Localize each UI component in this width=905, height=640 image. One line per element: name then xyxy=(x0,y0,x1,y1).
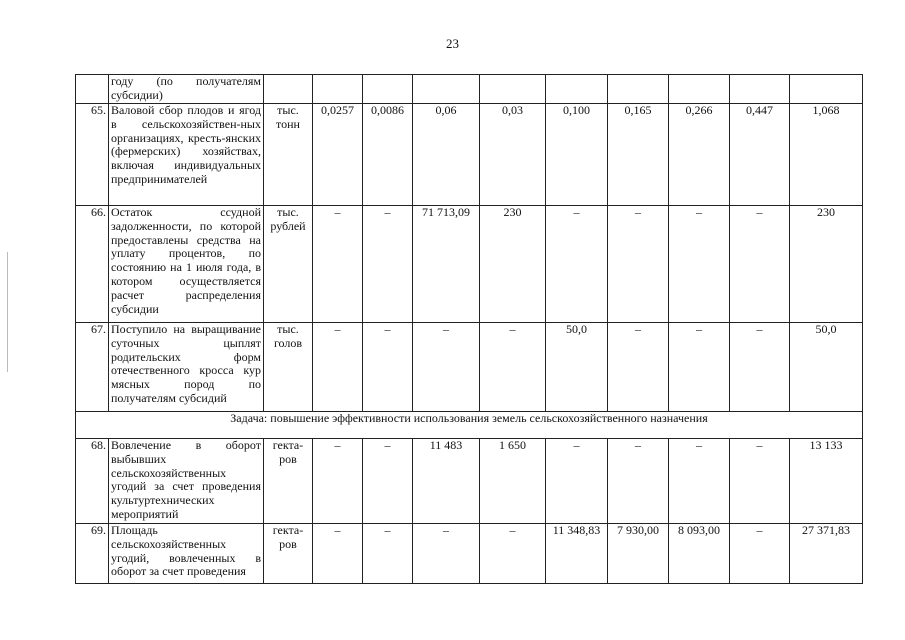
indicator-description: Площадь сельскохозяйственных угодий, вовлеченных в оборот за счет проведения xyxy=(109,524,264,584)
value-cell: 230 xyxy=(790,206,863,323)
table-row xyxy=(76,439,863,524)
value-cell: 0,165 xyxy=(608,104,669,206)
row-number: 68. xyxy=(76,439,109,524)
table-row xyxy=(76,75,863,104)
value-cell: – xyxy=(730,439,790,524)
value-cell xyxy=(313,75,363,104)
value-cell: – xyxy=(608,206,669,323)
value-cell: 13 133 xyxy=(790,439,863,524)
page-number: 23 xyxy=(446,36,459,51)
value-cell: 0,0257 xyxy=(313,104,363,206)
value-cell: – xyxy=(546,439,608,524)
indicator-description: Вовлечение в оборот выбывших сельскохозяйственных угодий за счет проведения культуртехнических мероприятий xyxy=(109,439,264,524)
indicator-description: Поступило на выращивание суточных цыплят родительских форм отечественного кросса кур мясных пород по получателям субсидий xyxy=(109,323,264,412)
value-cell: 230 xyxy=(480,206,546,323)
value-cell: 1,068 xyxy=(790,104,863,206)
value-cell xyxy=(608,75,669,104)
value-cell: – xyxy=(363,323,413,412)
value-cell xyxy=(363,75,413,104)
value-cell: 1 650 xyxy=(480,439,546,524)
value-cell: – xyxy=(608,323,669,412)
unit-of-measure: тыс. голов xyxy=(264,323,313,412)
section-row-group xyxy=(76,412,863,439)
value-cell xyxy=(790,75,863,104)
value-cell: 8 093,00 xyxy=(669,524,730,584)
value-cell: – xyxy=(363,524,413,584)
unit-of-measure: тыс. тонн xyxy=(264,104,313,206)
unit-of-measure: гекта-ров xyxy=(264,439,313,524)
value-cell: 0,100 xyxy=(546,104,608,206)
value-cell: 71 713,09 xyxy=(413,206,480,323)
row-number: 69. xyxy=(76,524,109,584)
indicator-description: Валовой сбор плодов и ягод в сельскохозяйствен-ных организациях, кресть-янских (фермерских) хозяйствах, включая индивидуальных предпринимателей xyxy=(109,104,264,206)
table-row xyxy=(76,524,863,584)
scan-margin-line xyxy=(7,252,8,372)
indicators-table xyxy=(75,74,863,584)
table-row xyxy=(76,206,863,323)
value-cell: – xyxy=(313,323,363,412)
indicator-description: Остаток ссудной задолженности, по которой предоставлены средства на уплату процентов, по состоянию на 1 июля года, в котором осуществляется расчет распределения субсидии xyxy=(109,206,264,323)
row-number: 65. xyxy=(76,104,109,206)
value-cell xyxy=(730,75,790,104)
value-cell: 11 483 xyxy=(413,439,480,524)
value-cell: – xyxy=(313,206,363,323)
row-number xyxy=(76,75,109,104)
unit-of-measure xyxy=(264,75,313,104)
table-body-after-section xyxy=(76,439,863,584)
value-cell xyxy=(413,75,480,104)
value-cell: 50,0 xyxy=(546,323,608,412)
value-cell: – xyxy=(730,323,790,412)
value-cell: 0,266 xyxy=(669,104,730,206)
indicator-description: году (по получателям субсидии) xyxy=(109,75,264,104)
value-cell: – xyxy=(413,323,480,412)
value-cell xyxy=(480,75,546,104)
value-cell: – xyxy=(669,439,730,524)
value-cell: 0,447 xyxy=(730,104,790,206)
value-cell: 0,03 xyxy=(480,104,546,206)
row-number: 67. xyxy=(76,323,109,412)
value-cell: 50,0 xyxy=(790,323,863,412)
value-cell: 27 371,83 xyxy=(790,524,863,584)
value-cell: – xyxy=(546,206,608,323)
section-title: Задача: повышение эффективности использования земель сельскохозяйственного назначения xyxy=(76,412,863,439)
value-cell xyxy=(669,75,730,104)
value-cell: 0,06 xyxy=(413,104,480,206)
unit-of-measure: гекта-ров xyxy=(264,524,313,584)
value-cell: 0,0086 xyxy=(363,104,413,206)
value-cell: – xyxy=(669,206,730,323)
row-number: 66. xyxy=(76,206,109,323)
value-cell: – xyxy=(363,439,413,524)
value-cell: – xyxy=(669,323,730,412)
value-cell: – xyxy=(413,524,480,584)
value-cell: – xyxy=(730,524,790,584)
table-row xyxy=(76,104,863,206)
value-cell: – xyxy=(730,206,790,323)
table-row xyxy=(76,323,863,412)
value-cell: 7 930,00 xyxy=(608,524,669,584)
value-cell: – xyxy=(363,206,413,323)
value-cell: – xyxy=(480,323,546,412)
value-cell: – xyxy=(313,439,363,524)
value-cell xyxy=(546,75,608,104)
section-row xyxy=(76,412,863,439)
table-body-before-section xyxy=(76,75,863,412)
value-cell: – xyxy=(608,439,669,524)
value-cell: 11 348,83 xyxy=(546,524,608,584)
value-cell: – xyxy=(480,524,546,584)
unit-of-measure: тыс. рублей xyxy=(264,206,313,323)
value-cell: – xyxy=(313,524,363,584)
